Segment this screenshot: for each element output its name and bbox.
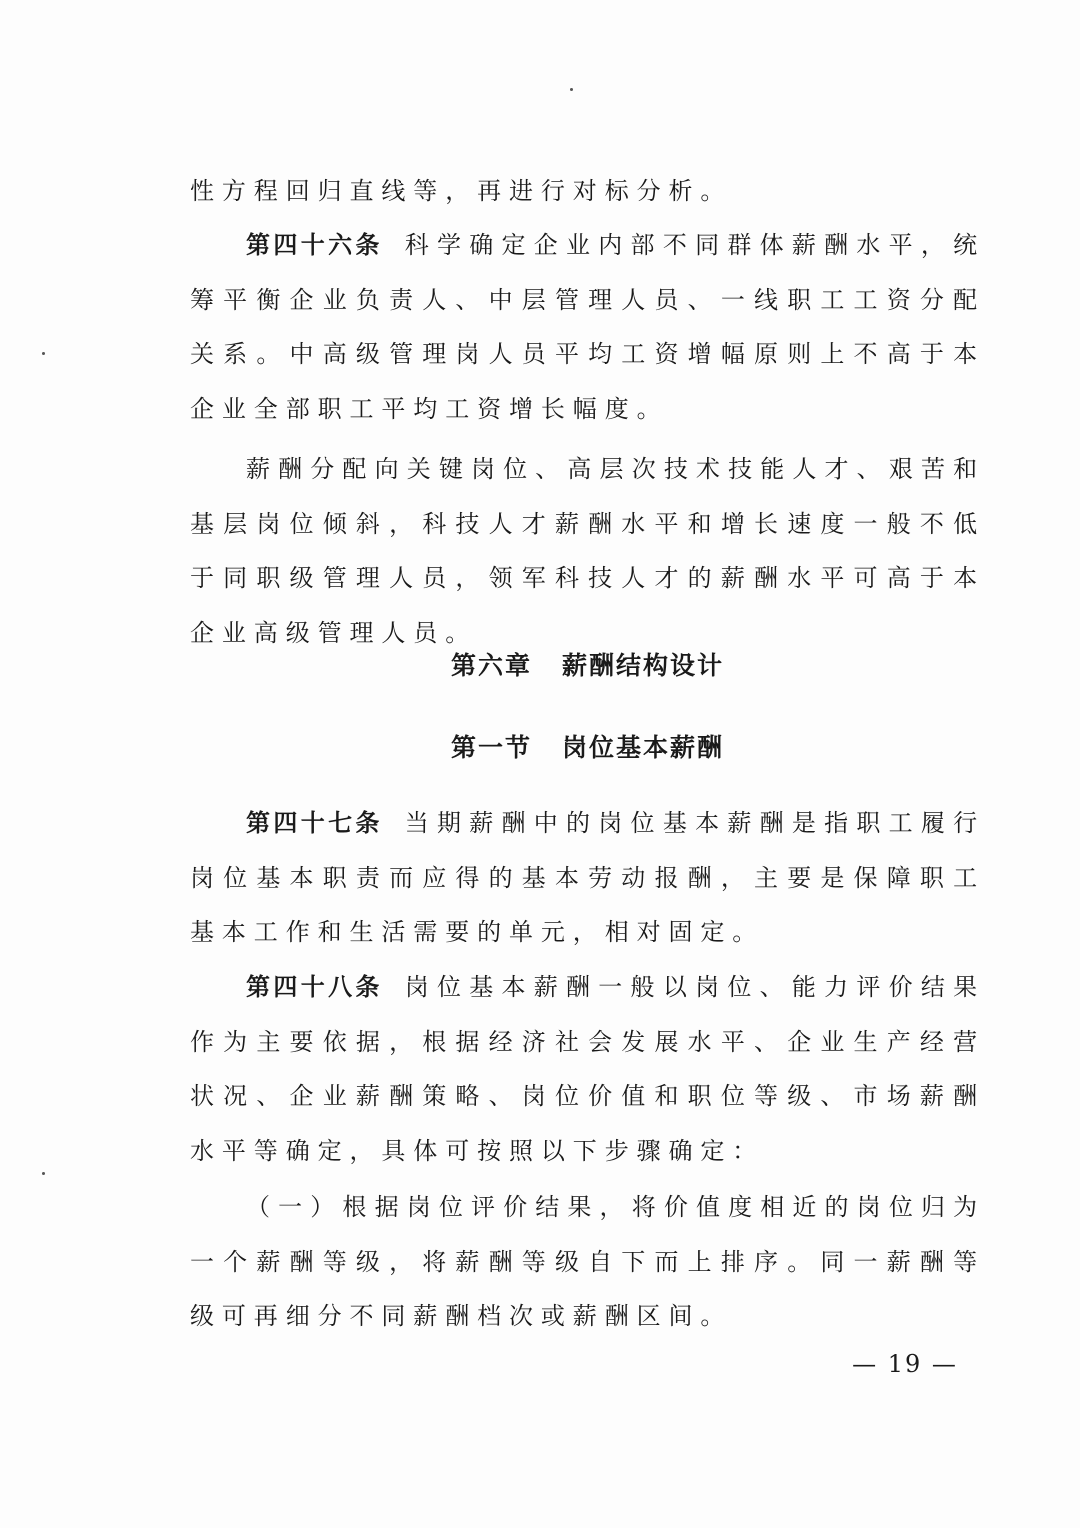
article-46-label: 第四十六条	[246, 231, 383, 259]
article-48	[190, 960, 985, 1178]
article-47	[190, 796, 985, 960]
section-heading	[190, 728, 985, 764]
section-number: 第一节	[450, 733, 532, 762]
paragraph-salary-tilt: 薪酬分配向关键岗位、高层次技术技能人才、艰苦和基层岗位倾斜，科技人才薪酬水平和增长速度一般不低于同职级管理人员，领军科技人才的薪酬水平可高于本企业高级管理人员。	[190, 455, 985, 647]
scan-speck	[42, 352, 45, 355]
chapter-number: 第六章	[450, 651, 532, 680]
chapter-heading	[190, 646, 985, 682]
section-title: 岗位基本薪酬	[562, 733, 725, 762]
article-47-text: 当期薪酬中的岗位基本薪酬是指职工履行岗位基本职责而应得的基本劳动报酬，主要是保障职工基本工作和生活需要的单元，相对固定。	[190, 809, 986, 946]
scan-speck	[570, 88, 573, 91]
chapter-title: 薪酬结构设计	[562, 651, 725, 680]
paragraph-continuation: 性方程回归直线等，再进行对标分析。	[190, 177, 733, 205]
article-46-text: 科学确定企业内部不同群体薪酬水平，统筹平衡企业负责人、中层管理人员、一线职工工资分配关系。中高级管理岗人员平均工资增幅原则上不高于本企业全部职工平均工资增长幅度。	[190, 231, 986, 423]
article-48-label: 第四十八条	[246, 973, 383, 1001]
page-number: — 19 —	[852, 1350, 958, 1378]
list-item-1: （一）根据岗位评价结果，将价值度相近的岗位归为一个薪酬等级，将薪酬等级自下而上排序。同一薪酬等级可再细分不同薪酬档次或薪酬区间。	[190, 1193, 985, 1330]
article-46	[190, 218, 985, 436]
article-47-label: 第四十七条	[246, 809, 383, 837]
scan-speck	[42, 1172, 45, 1175]
article-48-text: 岗位基本薪酬一般以岗位、能力评价结果作为主要依据，根据经济社会发展水平、企业生产经营状况、企业薪酬策略、岗位价值和职位等级、市场薪酬水平等确定，具体可按照以下步骤确定：	[190, 973, 986, 1165]
